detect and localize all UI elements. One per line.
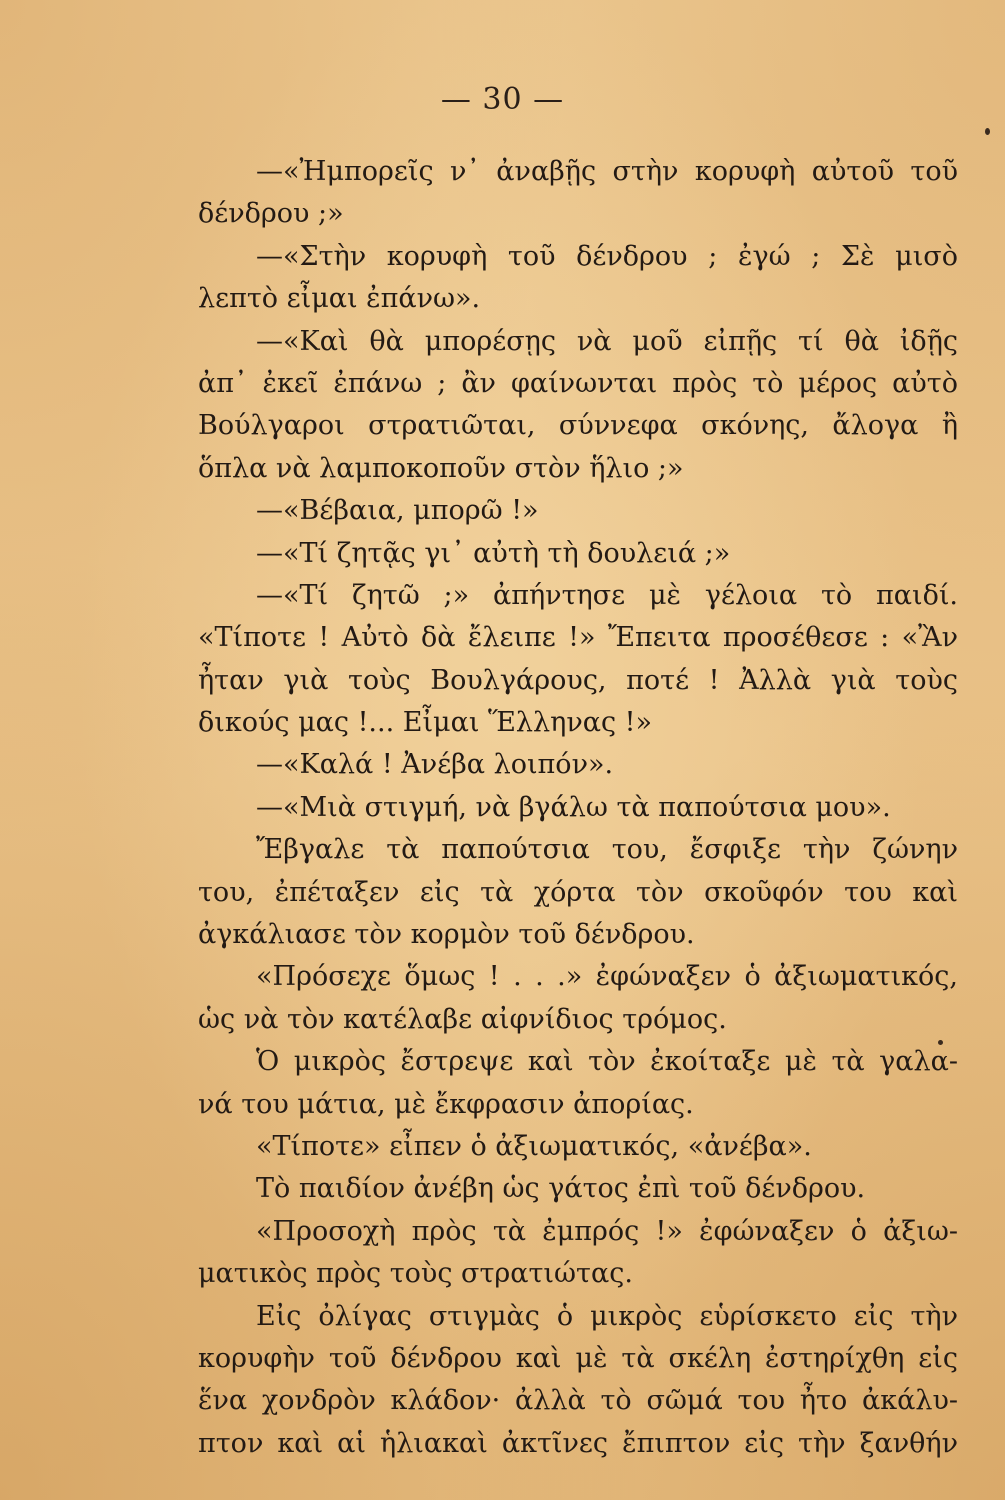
text-line: ματικὸς πρὸς τοὺς στρατιώτας. bbox=[198, 1258, 633, 1290]
body-text bbox=[198, 151, 958, 1465]
ink-speck bbox=[938, 1040, 943, 1045]
text-line: —«Ἠμπορεῖς ν᾽ ἀναβῇς στὴν κορυφὴ αὐτοῦ τοῦ bbox=[256, 156, 958, 187]
text-line: —«Στὴν κορυφὴ τοῦ δένδρου ; ἐγώ ; Σὲ μισὸ bbox=[256, 240, 958, 272]
text-line: του, ἐπέταξεν εἰς τὰ χόρτα τὸν σκοῦφόν του καὶ bbox=[198, 876, 958, 908]
text-line: —«Τί ζητῶ ;» ἀπήντησε μὲ γέλοια τὸ παιδί. bbox=[256, 579, 958, 611]
text-line: «Προσοχὴ πρὸς τὰ ἐμπρός !» ἐφώναξεν ὁ ἀξιω- bbox=[256, 1215, 958, 1247]
text-line: ἀγκάλιασε τὸν κορμὸν τοῦ δένδρου. bbox=[198, 919, 695, 951]
text-line: «Τίποτε» εἶπεν ὁ ἀξιωματικός, «ἀνέβα». bbox=[256, 1130, 812, 1162]
text-line: δένδρου ;» bbox=[198, 198, 344, 230]
text-line: Ἔβγαλε τὰ παπούτσια του, ἔσφιξε τὴν ζώνην bbox=[256, 834, 958, 866]
text-line: —«Μιὰ στιγμή, νὰ βγάλω τὰ παπούτσια μου». bbox=[256, 791, 891, 823]
text-line: —«Βέβαια, μπορῶ !» bbox=[256, 495, 539, 527]
text-line: ἦταν γιὰ τοὺς Βουλγάρους, ποτέ ! Ἀλλὰ γιὰ τοὺς bbox=[198, 664, 958, 696]
text-line: ἀπ᾽ ἐκεῖ ἐπάνω ; ἂν φαίνωνται πρὸς τὸ μέρος αὐτὸ bbox=[198, 367, 958, 399]
text-line: Βούλγαροι στρατιῶται, σύννεφα σκόνης, ἄλογα ἢ bbox=[198, 410, 958, 442]
text-line: «Τίποτε ! Αὐτὸ δὰ ἔλειπε !» Ἔπειτα προσέθεσε : «Ἂν bbox=[198, 622, 958, 654]
text-line: κορυφὴν τοῦ δένδρου καὶ μὲ τὰ σκέλη ἐστηρίχθη εἰς bbox=[198, 1342, 958, 1374]
text-line: ὡς νὰ τὸν κατέλαβε αἰφνίδιος τρόμος. bbox=[198, 1003, 727, 1035]
text-line: —«Καλά ! Ἀνέβα λοιπόν». bbox=[256, 749, 614, 781]
text-line: νά του μάτια, μὲ ἔκφρασιν ἀπορίας. bbox=[198, 1088, 694, 1120]
text-line: —«Τί ζητᾷς γι᾽ αὐτὴ τὴ δουλειά ;» bbox=[256, 537, 731, 569]
text-line: Ὁ μικρὸς ἔστρεψε καὶ τὸν ἐκοίταξε μὲ τὰ γαλα- bbox=[256, 1046, 958, 1078]
text-line: «Πρόσεχε ὅμως ! . . .» ἐφώναξεν ὁ ἀξιωματικός, bbox=[256, 961, 958, 993]
text-line: Εἰς ὀλίγας στιγμὰς ὁ μικρὸς εὑρίσκετο εἰς τὴν bbox=[256, 1300, 958, 1332]
ink-speck bbox=[985, 128, 990, 135]
text-line: Τὸ παιδίον ἀνέβη ὡς γάτος ἐπὶ τοῦ δένδρου. bbox=[256, 1173, 866, 1205]
text-line: ἕνα χονδρὸν κλάδον· ἀλλὰ τὸ σῶμά του ἦτο ἀκάλυ- bbox=[198, 1385, 958, 1417]
text-line: ὅπλα νὰ λαμποκοποῦν στὸν ἥλιο ;» bbox=[198, 452, 684, 484]
text-line: —«Καὶ θὰ μπορέσῃς νὰ μοῦ εἰπῇς τί θὰ ἰδῇς bbox=[256, 325, 958, 357]
page-number: — 30 — bbox=[440, 82, 565, 117]
text-line: λεπτὸ εἶμαι ἐπάνω». bbox=[198, 283, 481, 315]
text-line: πτον καὶ αἱ ἡλιακαὶ ἀκτῖνες ἔπιπτον εἰς τὴν ξανθήν bbox=[198, 1427, 958, 1459]
text-line: δικούς μας !... Εἶμαι Ἕλληνας !» bbox=[198, 707, 653, 739]
